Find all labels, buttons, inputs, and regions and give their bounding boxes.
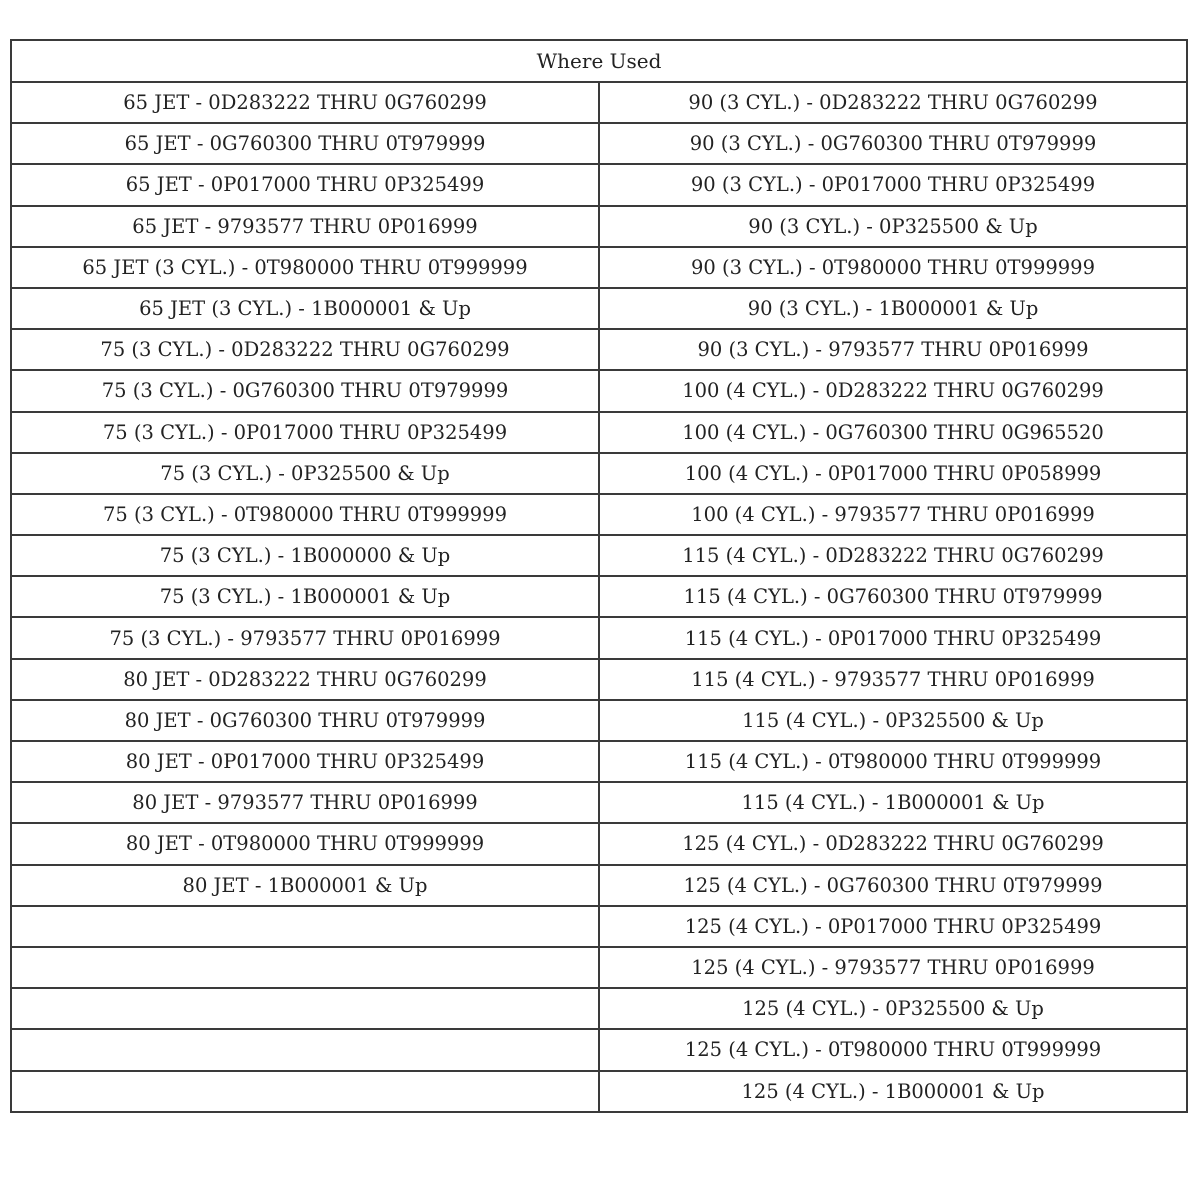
model-cell-right: 90 (3 CYL.) - 0P017000 THRU 0P325499 — [599, 164, 1187, 205]
table-row — [11, 741, 1187, 782]
table-row — [11, 1071, 1187, 1112]
model-cell-right: 90 (3 CYL.) - 0D283222 THRU 0G760299 — [599, 82, 1187, 123]
model-cell-left: 75 (3 CYL.) - 0P325500 & Up — [11, 453, 599, 494]
model-cell-right: 90 (3 CYL.) - 0G760300 THRU 0T979999 — [599, 123, 1187, 164]
model-cell-right: 100 (4 CYL.) - 0G760300 THRU 0G965520 — [599, 412, 1187, 453]
table-row — [11, 82, 1187, 123]
model-cell-right: 115 (4 CYL.) - 0P325500 & Up — [599, 700, 1187, 741]
table-row — [11, 164, 1187, 205]
table-row — [11, 865, 1187, 906]
model-cell-right: 125 (4 CYL.) - 0T980000 THRU 0T999999 — [599, 1029, 1187, 1070]
table-row — [11, 206, 1187, 247]
model-cell-left — [11, 988, 599, 1029]
table-row — [11, 617, 1187, 658]
model-cell-left: 80 JET - 0D283222 THRU 0G760299 — [11, 659, 599, 700]
table-row — [11, 700, 1187, 741]
model-cell-left: 80 JET - 1B000001 & Up — [11, 865, 599, 906]
model-cell-right: 115 (4 CYL.) - 0D283222 THRU 0G760299 — [599, 535, 1187, 576]
model-cell-left: 80 JET - 0P017000 THRU 0P325499 — [11, 741, 599, 782]
where-used-table — [10, 39, 1188, 1113]
model-cell-left: 80 JET - 0T980000 THRU 0T999999 — [11, 823, 599, 864]
table-row — [11, 535, 1187, 576]
model-cell-right: 115 (4 CYL.) - 0G760300 THRU 0T979999 — [599, 576, 1187, 617]
model-cell-right: 90 (3 CYL.) - 9793577 THRU 0P016999 — [599, 329, 1187, 370]
model-cell-left: 75 (3 CYL.) - 1B000001 & Up — [11, 576, 599, 617]
table-header-row — [11, 40, 1187, 82]
table-row — [11, 453, 1187, 494]
model-cell-left: 75 (3 CYL.) - 0G760300 THRU 0T979999 — [11, 370, 599, 411]
table-row — [11, 823, 1187, 864]
model-cell-left: 75 (3 CYL.) - 0P017000 THRU 0P325499 — [11, 412, 599, 453]
model-cell-right: 125 (4 CYL.) - 9793577 THRU 0P016999 — [599, 947, 1187, 988]
model-cell-left: 80 JET - 9793577 THRU 0P016999 — [11, 782, 599, 823]
model-cell-right: 90 (3 CYL.) - 1B000001 & Up — [599, 288, 1187, 329]
table-title: Where Used — [11, 40, 1187, 82]
table-row — [11, 576, 1187, 617]
model-cell-right: 125 (4 CYL.) - 0P325500 & Up — [599, 988, 1187, 1029]
model-cell-left: 80 JET - 0G760300 THRU 0T979999 — [11, 700, 599, 741]
model-cell-left: 75 (3 CYL.) - 0T980000 THRU 0T999999 — [11, 494, 599, 535]
table-row — [11, 782, 1187, 823]
table-body — [11, 82, 1187, 1112]
model-cell-left — [11, 947, 599, 988]
table-row — [11, 988, 1187, 1029]
table-row — [11, 412, 1187, 453]
model-cell-right: 125 (4 CYL.) - 1B000001 & Up — [599, 1071, 1187, 1112]
model-cell-left: 65 JET - 0G760300 THRU 0T979999 — [11, 123, 599, 164]
model-cell-left — [11, 1029, 599, 1070]
model-cell-right: 115 (4 CYL.) - 9793577 THRU 0P016999 — [599, 659, 1187, 700]
table-row — [11, 1029, 1187, 1070]
model-cell-left: 75 (3 CYL.) - 0D283222 THRU 0G760299 — [11, 329, 599, 370]
model-cell-left: 75 (3 CYL.) - 1B000000 & Up — [11, 535, 599, 576]
model-cell-right: 90 (3 CYL.) - 0T980000 THRU 0T999999 — [599, 247, 1187, 288]
table-row — [11, 247, 1187, 288]
model-cell-left: 65 JET - 0D283222 THRU 0G760299 — [11, 82, 599, 123]
model-cell-left: 65 JET (3 CYL.) - 0T980000 THRU 0T999999 — [11, 247, 599, 288]
model-cell-left: 75 (3 CYL.) - 9793577 THRU 0P016999 — [11, 617, 599, 658]
model-cell-right: 115 (4 CYL.) - 1B000001 & Up — [599, 782, 1187, 823]
model-cell-right: 100 (4 CYL.) - 0P017000 THRU 0P058999 — [599, 453, 1187, 494]
table-row — [11, 659, 1187, 700]
table-row — [11, 123, 1187, 164]
model-cell-right: 125 (4 CYL.) - 0P017000 THRU 0P325499 — [599, 906, 1187, 947]
model-cell-left — [11, 906, 599, 947]
model-cell-right: 100 (4 CYL.) - 0D283222 THRU 0G760299 — [599, 370, 1187, 411]
model-cell-left: 65 JET (3 CYL.) - 1B000001 & Up — [11, 288, 599, 329]
model-cell-left: 65 JET - 9793577 THRU 0P016999 — [11, 206, 599, 247]
model-cell-left: 65 JET - 0P017000 THRU 0P325499 — [11, 164, 599, 205]
table-row — [11, 329, 1187, 370]
table-row — [11, 947, 1187, 988]
model-cell-right: 100 (4 CYL.) - 9793577 THRU 0P016999 — [599, 494, 1187, 535]
table-row — [11, 494, 1187, 535]
table-row — [11, 370, 1187, 411]
table-row — [11, 288, 1187, 329]
model-cell-right: 90 (3 CYL.) - 0P325500 & Up — [599, 206, 1187, 247]
model-cell-right: 125 (4 CYL.) - 0D283222 THRU 0G760299 — [599, 823, 1187, 864]
model-cell-right: 115 (4 CYL.) - 0T980000 THRU 0T999999 — [599, 741, 1187, 782]
table-row — [11, 906, 1187, 947]
model-cell-right: 125 (4 CYL.) - 0G760300 THRU 0T979999 — [599, 865, 1187, 906]
model-cell-left — [11, 1071, 599, 1112]
model-cell-right: 115 (4 CYL.) - 0P017000 THRU 0P325499 — [599, 617, 1187, 658]
